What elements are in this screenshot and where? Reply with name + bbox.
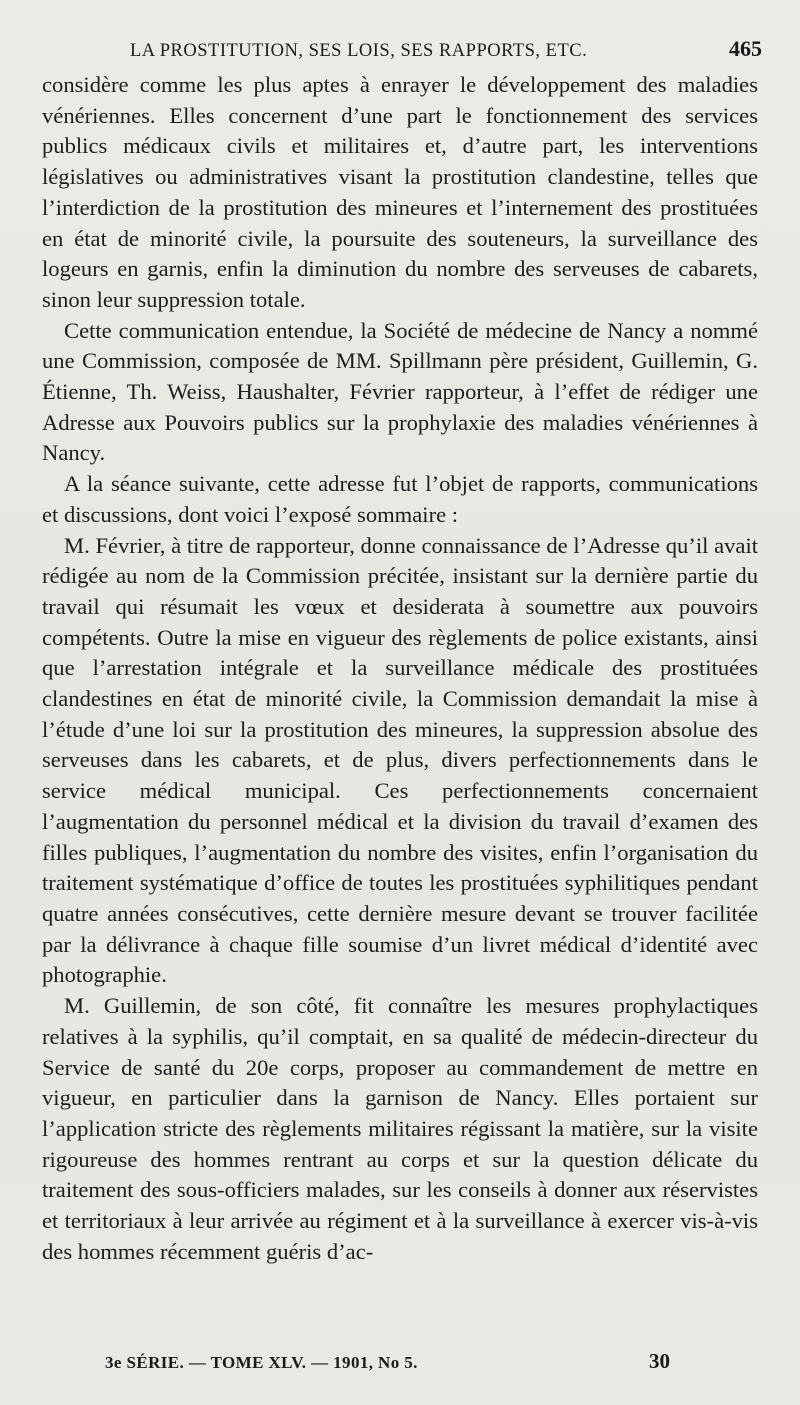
paragraph: Cette communication entendue, la Société de médecine de Nancy a nommé une Commission, composée de MM. Spillmann père président, Guillemin, G. Étienne, Th. Weiss, Haushalter, Février rapporteur, à l’effet de rédiger une Adresse aux Pouvoirs publics sur la prophylaxie des maladies vénériennes à Nancy. (42, 317, 758, 466)
paragraph: considère comme les plus aptes à enrayer le développement des maladies vénériennes. Elles concernent d’une part le fonctionnement des services publics médicaux civils et militaires et, d’autre part, les interventions législatives ou administratives visant la prostitution clandestine, telles que l’interdiction de la prostitution des mineures et l’internement des prostituées en état de minorité civile, la poursuite des souteneurs, la surveillance des logeurs en garnis, enfin la diminution du nombre des serveuses de cabarets, sinon leur suppression totale. (42, 72, 758, 312)
paragraph: M. Février, à titre de rapporteur, donne connaissance de l’Adresse qu’il avait rédigée au nom de la Commission précitée, insistant sur la dernière partie du travail qui résumait les vœux et desiderata à soumettre aux pouvoirs compétents. Outre la mise en vigueur des règlements de police existants, ainsi que l’arrestation intégrale et la surveillance médicale des prostituées clandestines en état de minorité civile, la Commission demandait la mise à l’étude d’une loi sur la prostitution des mineures, la suppression absolue des serveuses dans les cabarets, et de plus, divers perfectionnements dans le service médical municipal. Ces perfectionnements concernaient l’augmentation du personnel médical et la division du travail d’examen des filles publiques, l’augmentation du nombre des visites, enfin l’organisation du traitement systématique d’office de toutes les prostituées syphilitiques pendant quatre années consécutives, cette dernière mesure devant se trouver facilitée par la délivrance à chaque fille soumise d’un livret médical d’identité avec photographie. (42, 532, 758, 988)
paragraph: A la séance suivante, cette adresse fut l’objet de rapports, communications et discussions, dont voici l’exposé sommaire : (42, 471, 758, 527)
running-head (130, 36, 762, 66)
page-footer (105, 1349, 670, 1377)
signature-number: 30 (649, 1349, 670, 1373)
paragraph: M. Guillemin, de son côté, fit connaître les mesures prophylactiques relatives à la syphilis, qu’il comptait, en sa qualité de médecin-directeur du Service de santé du 20e corps, proposer au commandement de mettre en vigueur, en particulier dans la garnison de Nancy. Elles portaient sur l’application stricte des règlements militaires régissant la matière, sur la visite rigoureuse des hommes rentrant au corps et sur la question délicate du traitement des sous-officiers malades, sur les conseils à donner aux réservistes et territoriaux à leur arrivée au régiment et à la surveillance à exercer vis-à-vis des hommes récemment guéris d’ac- (42, 993, 758, 1264)
body-text (42, 70, 758, 1267)
running-title: LA PROSTITUTION, SES LOIS, SES RAPPORTS, ETC. (130, 41, 588, 61)
signature-mark: 3e SÉRIE. — TOME XLV. — 1901, No 5. (105, 1353, 418, 1372)
page-number: 465 (729, 36, 762, 61)
